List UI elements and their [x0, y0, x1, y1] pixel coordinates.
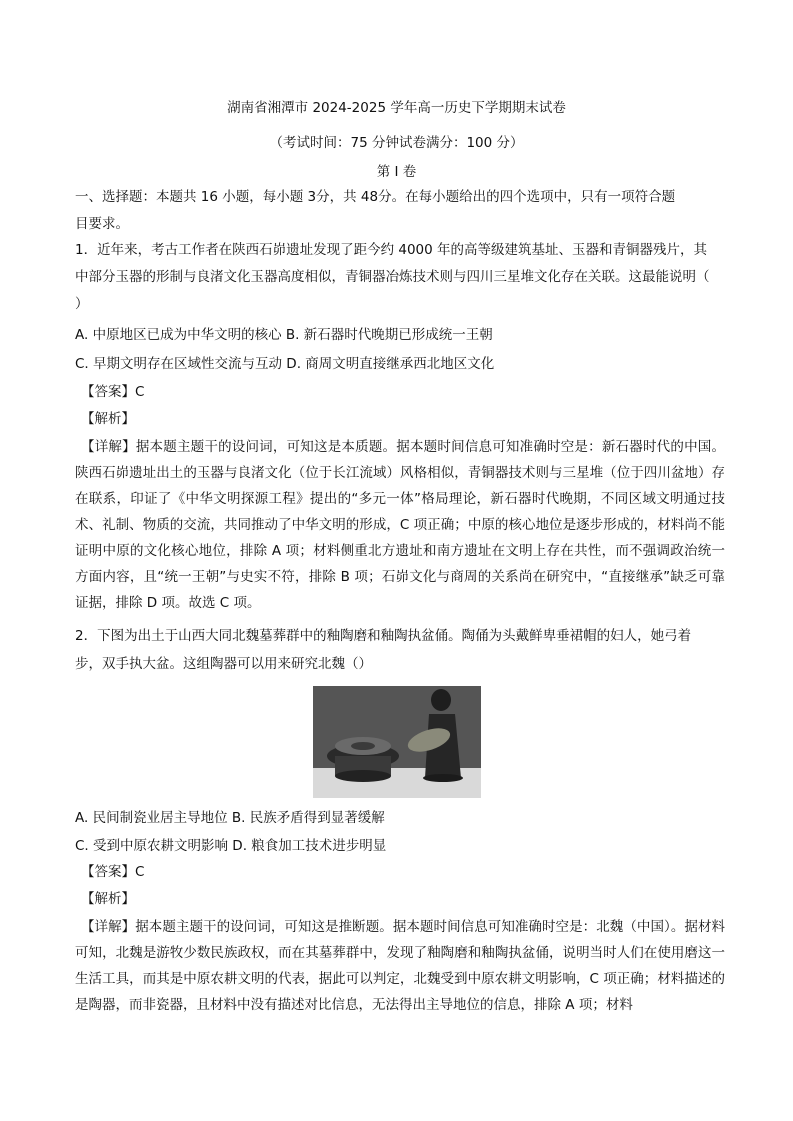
q1-options-ab: A. 中原地区已成为中华文明的核心 B. 新石器时代晚期已形成统一王朝 — [75, 327, 493, 343]
q1-stem-line3: ） — [75, 296, 89, 312]
q2-stem-line2: 步，双手执大盆。这组陶器可以用来研究北魏（） — [75, 656, 372, 672]
artifact-photo — [313, 686, 481, 798]
q1-options-cd: C. 早期文明存在区域性交流与互动 D. 商周文明直接继承西北地区文化 — [75, 356, 495, 372]
pottery-mill-and-figurine-icon — [313, 686, 481, 798]
volume-label: 第 I 卷 — [376, 164, 417, 180]
q2-detail: 【详解】据本题主题干的设问词，可知这是推断题。据本题时间信息可知准确时空是：北魏（中国）。据材料可知，北魏是游牧少数民族政权，而在其墓葬群中，发现了釉陶磨和釉陶执盆俑，说明当时人们在使用磨这一生活工具，而其是中原农耕文明的代表，据此可以判定，北魏受到中原农耕文明影响，C 项正确；材料描述的是陶器，而非瓷器，且材料中没有描述对比信息，无法得出主导地位的信息，排除 A 项；材料 — [75, 919, 725, 1013]
exam-info: （考试时间：75 分钟试卷满分：100 分） — [269, 135, 524, 151]
section-instructions-line2: 目要求。 — [75, 216, 129, 232]
q2-answer: 【答案】C — [81, 864, 145, 880]
q1-detail: 【详解】据本题主题干的设问词，可知这是本质题。据本题时间信息可知准确时空是：新石器时代的中国。陕西石峁遗址出土的玉器与良渚文化（位于长江流域）风格相似，青铜器技术则与三星堆（位于四川盆地）存在联系，印证了《中华文明探源工程》提出的“多元一体”格局理论，新石器时代晚期，不同区域文明通过技术、礼制、物质的交流，共同推动了中华文明的形成，C 项正确；中原的核心地位是逐步形成的，材料尚不能证明中原的文化核心地位，排除 A 项；材料侧重北方遗址和南方遗址在文明上存在共性，而不强调政治统一方面内容，且“统一王朝”与史实不符，排除 B 项；石峁文化与商周的关系尚在研究中，“直接继承”缺乏可靠证据，排除 D 项。故选 C 项。 — [75, 439, 725, 611]
page-title: 湖南省湘潭市 2024-2025 学年高一历史下学期期末试卷 — [227, 100, 566, 116]
q1-stem-line2: 中部分玉器的形制与良渚文化玉器高度相似，青铜器冶炼技术则与四川三星堆文化存在关联。这最能说明（ — [75, 269, 710, 285]
section-instructions-line1: 一、选择题：本题共 16 小题，每小题 3分，共 48分。在每小题给出的四个选项中，只有一项符合题 — [75, 189, 676, 205]
q1-answer: 【答案】C — [81, 384, 145, 400]
q2-options-ab: A. 民间制瓷业居主导地位 B. 民族矛盾得到显著缓解 — [75, 810, 385, 826]
q2-stem-line1: 2．下图为出土于山西大同北魏墓葬群中的釉陶磨和釉陶执盆俑。陶俑为头戴鲜卑垂裙帽的妇人，她弓着 — [75, 628, 692, 644]
q2-options-cd: C. 受到中原农耕文明影响 D. 粮食加工技术进步明显 — [75, 838, 387, 854]
q1-analysis-label: 【解析】 — [81, 411, 135, 427]
q1-stem-line1: 1．近年来，考古工作者在陕西石峁遗址发现了距今约 4000 年的高等级建筑基址、玉器和青铜器残片，其 — [75, 242, 708, 258]
q2-analysis-label: 【解析】 — [81, 891, 135, 907]
